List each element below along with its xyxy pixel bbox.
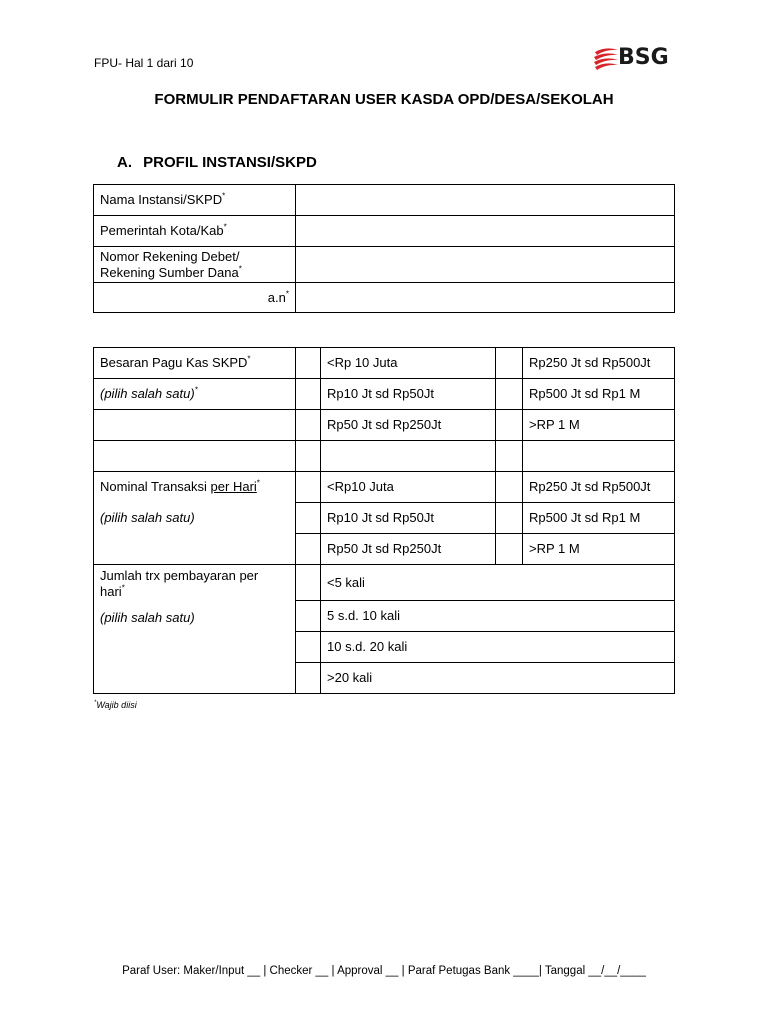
table-row (94, 283, 675, 313)
page-number: FPU- Hal 1 dari 10 (94, 56, 194, 70)
nominal-checkbox-6[interactable] (496, 534, 523, 565)
pagu-label: Besaran Pagu Kas SKPD* (94, 348, 296, 379)
nominal-option-label: Rp10 Jt sd Rp50Jt (321, 503, 496, 534)
pagu-checkbox-5[interactable] (496, 379, 523, 410)
jumlah-checkbox-4[interactable] (296, 663, 321, 694)
empty-cell (523, 441, 675, 472)
table-row (94, 410, 675, 441)
nominal-label: Nominal Transaksi per Hari* (100, 478, 260, 494)
nomor-rekening-field[interactable] (296, 247, 675, 283)
jumlah-checkbox-3[interactable] (296, 632, 321, 663)
nominal-option-label: <Rp10 Juta (321, 472, 496, 503)
empty-cell (321, 441, 496, 472)
footnote: *Wajib diisi (94, 700, 137, 710)
field-label-nama-instansi: Nama Instansi/SKPD* (94, 185, 296, 216)
jumlah-checkbox-1[interactable] (296, 565, 321, 601)
bsg-swoosh-icon (592, 44, 620, 72)
table-row (94, 185, 675, 216)
footer-signatures: Paraf User: Maker/Input __ | Checker __ | Approval __ | Paraf Petugas Bank ____| Tanggal __/__/____ (122, 965, 646, 977)
nominal-checkbox-2[interactable] (296, 503, 321, 534)
jumlah-label-cell (94, 565, 296, 694)
pagu-hint: (pilih salah satu)* (94, 379, 296, 410)
empty-cell (496, 441, 523, 472)
nominal-checkbox-4[interactable] (496, 472, 523, 503)
profile-table (93, 184, 675, 313)
pagu-option-label: >RP 1 M (523, 410, 675, 441)
jumlah-label: Jumlah trx pembayaran per hari* (100, 568, 259, 599)
pagu-option-label: Rp50 Jt sd Rp250Jt (321, 410, 496, 441)
pemerintah-field[interactable] (296, 216, 675, 247)
section-title: PROFIL INSTANSI/SKPD (143, 154, 317, 171)
nominal-hint: (pilih salah satu) (100, 510, 195, 525)
section-number: A. (117, 154, 132, 171)
nominal-option-label: Rp500 Jt sd Rp1 M (523, 503, 675, 534)
field-label-an: a.n* (94, 283, 296, 313)
pagu-checkbox-1[interactable] (296, 348, 321, 379)
table-row (94, 379, 675, 410)
nominal-option-label: Rp250 Jt sd Rp500Jt (523, 472, 675, 503)
pagu-checkbox-3[interactable] (296, 410, 321, 441)
nominal-option-label: Rp50 Jt sd Rp250Jt (321, 534, 496, 565)
nama-instansi-field[interactable] (296, 185, 675, 216)
table-row (94, 472, 675, 503)
pagu-checkbox-4[interactable] (496, 348, 523, 379)
nominal-checkbox-5[interactable] (496, 503, 523, 534)
pagu-checkbox-2[interactable] (296, 379, 321, 410)
table-row (94, 216, 675, 247)
jumlah-option-label: >20 kali (321, 663, 675, 694)
table-row (94, 565, 675, 601)
table-row (94, 348, 675, 379)
pagu-option-label: Rp250 Jt sd Rp500Jt (523, 348, 675, 379)
table-row (94, 441, 675, 472)
pagu-checkbox-6[interactable] (496, 410, 523, 441)
bsg-logo (592, 44, 678, 72)
logo-text: BSG (618, 45, 669, 70)
jumlah-hint: (pilih salah satu) (100, 610, 195, 625)
empty-cell (94, 410, 296, 441)
section-a-heading (117, 154, 317, 171)
empty-cell (296, 441, 321, 472)
field-label-pemerintah: Pemerintah Kota/Kab* (94, 216, 296, 247)
field-label-nomor-rekening: Nomor Rekening Debet/ Rekening Sumber Dana* (94, 247, 296, 283)
jumlah-checkbox-2[interactable] (296, 601, 321, 632)
pagu-option-label: <Rp 10 Juta (321, 348, 496, 379)
an-field[interactable] (296, 283, 675, 313)
jumlah-option-label: 10 s.d. 20 kali (321, 632, 675, 663)
table-row (94, 247, 675, 283)
nominal-label-cell (94, 472, 296, 565)
pagu-option-label: Rp10 Jt sd Rp50Jt (321, 379, 496, 410)
pagu-option-label: Rp500 Jt sd Rp1 M (523, 379, 675, 410)
nominal-option-label: >RP 1 M (523, 534, 675, 565)
empty-cell (94, 441, 296, 472)
jumlah-option-label: 5 s.d. 10 kali (321, 601, 675, 632)
options-table (93, 347, 675, 694)
jumlah-option-label: <5 kali (321, 565, 675, 601)
nominal-checkbox-3[interactable] (296, 534, 321, 565)
nominal-checkbox-1[interactable] (296, 472, 321, 503)
form-title: FORMULIR PENDAFTARAN USER KASDA OPD/DESA/SEKOLAH (154, 91, 614, 108)
